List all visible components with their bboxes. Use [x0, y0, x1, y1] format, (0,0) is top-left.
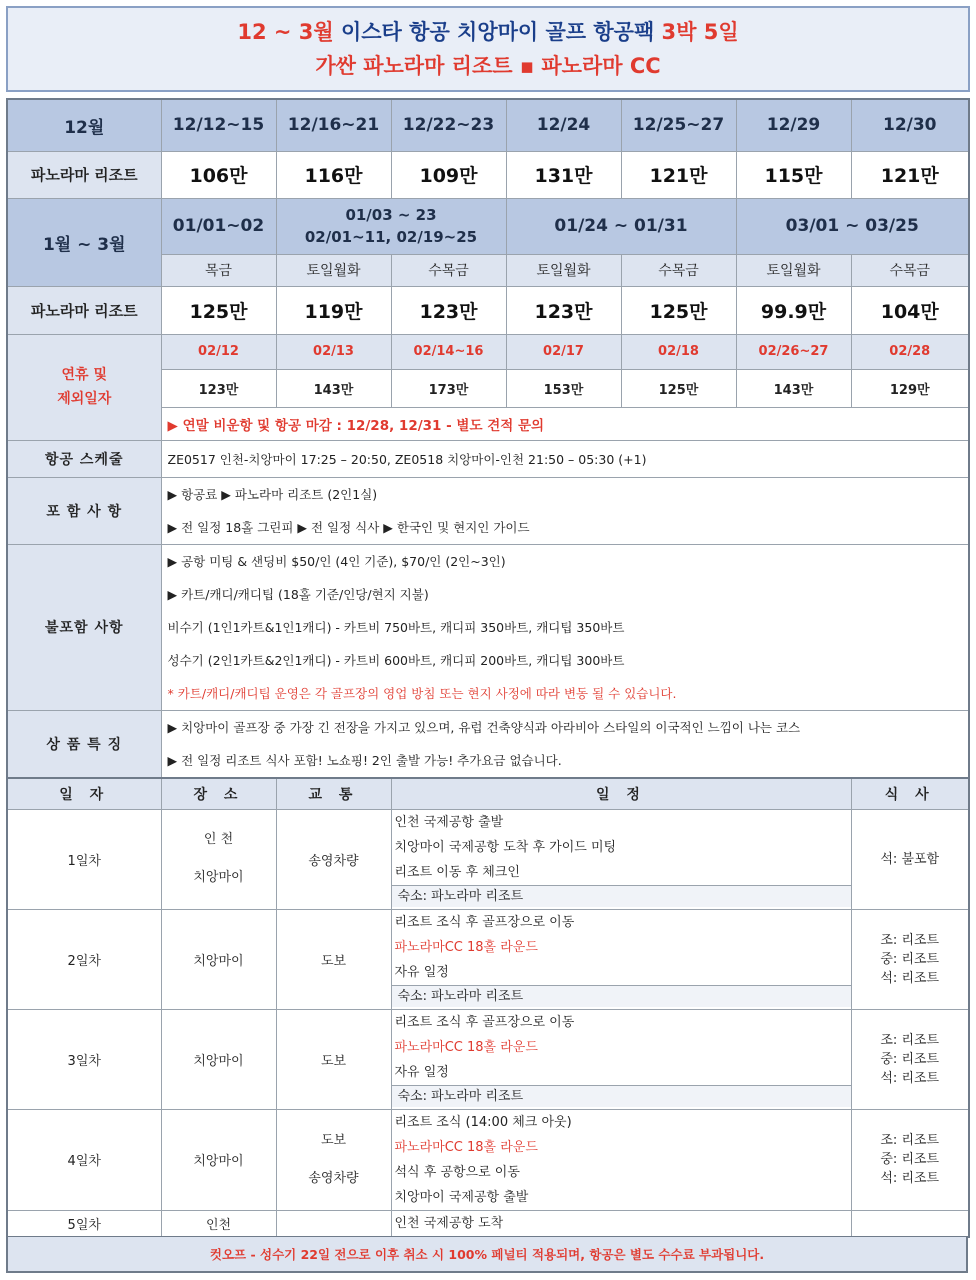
meal-item: 조: 리조트 — [880, 932, 940, 948]
title-duration: 3박 5일 — [661, 20, 739, 44]
meal-item: 중: 리조트 — [880, 1152, 940, 1167]
day-label: 5일차 — [7, 1210, 161, 1237]
meal-cell — [851, 1009, 969, 1109]
included-row — [7, 477, 969, 544]
jan-day: 목금 — [161, 254, 276, 286]
dec-price: 121만 — [851, 151, 969, 198]
title-box — [6, 6, 970, 92]
jan-period-1: 01/01~02 — [161, 198, 276, 254]
dec-date: 12/24 — [506, 99, 621, 151]
jan-day: 수목금 — [391, 254, 506, 286]
jan-row-label: 파노라마 리조트 — [7, 286, 161, 334]
plan-item: 석식 후 공항으로 이동 — [394, 1164, 520, 1180]
title-product-name: 이스타 항공 치앙마이 골프 항공팩 — [333, 20, 662, 44]
excluded-label: 불포함 사항 — [7, 544, 161, 710]
dec-date: 12/22~23 — [391, 99, 506, 151]
transport-cell: 도보 — [276, 1009, 391, 1109]
holiday-price: 123만 — [161, 369, 276, 407]
header-plan: 일 정 — [391, 778, 851, 809]
day-label: 2일차 — [7, 909, 161, 1009]
schedule-day-row — [7, 909, 969, 1009]
plan-item: 인천 국제공항 출발 — [394, 814, 504, 830]
meal-item: 석: 불포함 — [880, 851, 940, 867]
excluded-warning: * 카트/캐디/캐디팁 운영은 각 골프장의 영업 방침 또는 현지 사정에 따라 변동 될 수 있습니다. — [167, 685, 677, 701]
day-label: 4일차 — [7, 1109, 161, 1210]
schedule-day-row — [7, 809, 969, 909]
dec-price: 116만 — [276, 151, 391, 198]
jan-price: 104만 — [851, 286, 969, 334]
jan-price: 125만 — [621, 286, 736, 334]
plan-item-golf: 파노라마CC 18홀 라운드 — [394, 1039, 538, 1055]
plan-item: 치앙마이 국제공항 출발 — [394, 1189, 529, 1205]
excluded-row — [7, 544, 969, 710]
transport-cell — [276, 1210, 391, 1237]
schedule-table — [6, 777, 970, 1238]
jan-month-label: 1월 ~ 3월 — [7, 198, 161, 286]
jan-day: 토일월화 — [506, 254, 621, 286]
included-item: ▶ 항공료 ▶ 파노라마 리조트 (2인1실) — [167, 486, 378, 502]
dec-price: 109만 — [391, 151, 506, 198]
schedule-header-row — [7, 778, 969, 809]
dec-month-label: 12월 — [7, 99, 161, 151]
plan-item-golf: 파노라마CC 18홀 라운드 — [394, 1139, 538, 1155]
holiday-price: 153만 — [506, 369, 621, 407]
jan-period-2-line-1: 01/03 ~ 23 — [345, 206, 437, 224]
transport-item: 도보 — [320, 1132, 347, 1148]
holiday-date: 02/26~27 — [736, 334, 851, 369]
features-row — [7, 710, 969, 778]
transport-cell: 송영차량 — [276, 809, 391, 909]
included-item: ▶ 전 일정 18홀 그린피 ▶ 전 일정 식사 ▶ 한국인 및 현지인 가이드 — [167, 519, 530, 535]
plan-cell — [391, 909, 851, 1009]
holiday-notice: ▶ 연말 비운항 및 항공 마감 : 12/28, 12/31 - 별도 견적 문의 — [161, 407, 969, 440]
meal-cell — [851, 1210, 969, 1237]
excluded-list — [161, 544, 969, 710]
included-label: 포 함 사 항 — [7, 477, 161, 544]
title-line-1 — [237, 15, 738, 49]
holiday-date: 02/13 — [276, 334, 391, 369]
jan-day: 수목금 — [851, 254, 969, 286]
included-list — [161, 477, 969, 544]
plan-item: 리조트 조식 후 골프장으로 이동 — [394, 1014, 575, 1030]
meal-item: 조: 리조트 — [880, 1032, 940, 1048]
jan-day: 수목금 — [621, 254, 736, 286]
holiday-date: 02/28 — [851, 334, 969, 369]
jan-price: 99.9만 — [736, 286, 851, 334]
dec-price: 115만 — [736, 151, 851, 198]
place-name: 치앙마이 — [193, 870, 244, 885]
jan-period-2 — [276, 198, 506, 254]
holiday-price: 143만 — [276, 369, 391, 407]
dec-date: 12/30 — [851, 99, 969, 151]
dec-date: 12/29 — [736, 99, 851, 151]
jan-price-row — [7, 286, 969, 334]
dec-date-row — [7, 99, 969, 151]
plan-item-golf: 파노라마CC 18홀 라운드 — [394, 939, 538, 955]
plan-item: 치앙마이 국제공항 도착 후 가이드 미팅 — [394, 839, 617, 855]
meal-item: 석: 리조트 — [880, 970, 940, 986]
meal-item: 석: 리조트 — [880, 1070, 940, 1086]
excluded-item: 비수기 (1인1카트&1인1캐디) - 카트비 750바트, 캐디피 350바트, 캐디팁 350바트 — [167, 619, 625, 635]
jan-price: 123만 — [506, 286, 621, 334]
features-label: 상 품 특 징 — [7, 710, 161, 778]
place-name: 치앙마이 — [161, 1109, 276, 1210]
transport-cell: 도보 — [276, 909, 391, 1009]
plan-item: 인천 국제공항 도착 — [394, 1215, 504, 1231]
header-place: 장 소 — [161, 778, 276, 809]
meal-item: 중: 리조트 — [880, 951, 940, 967]
accommodation: 숙소: 파노라마 리조트 — [392, 1085, 851, 1107]
day-label: 1일차 — [7, 809, 161, 909]
accommodation: 숙소: 파노라마 리조트 — [392, 985, 851, 1007]
title-line-2 — [315, 49, 660, 83]
plan-cell — [391, 1009, 851, 1109]
cutoff-notice: 컷오프 - 성수기 22일 전으로 이후 취소 시 100% 페널티 적용되며, 항공은 별도 수수료 부과됩니다. — [6, 1237, 968, 1273]
feature-item: ▶ 치앙마이 골프장 중 가장 긴 전장을 가지고 있으며, 유럽 건축양식과 아라비아 스타일의 이국적인 느낌이 나는 코스 — [167, 719, 801, 735]
excluded-item: ▶ 공항 미팅 & 샌딩비 $50/인 (4인 기준), $70/인 (2인~3인) — [167, 553, 506, 569]
holiday-label-line-2: 제외일자 — [57, 391, 112, 407]
dec-date: 12/16~21 — [276, 99, 391, 151]
dec-row-label: 파노라마 리조트 — [7, 151, 161, 198]
flight-schedule: ZE0517 인천-치앙마이 17:25 – 20:50, ZE0518 치앙마이-인천 21:50 – 05:30 (+1) — [161, 440, 969, 477]
place-name: 인 천 — [203, 832, 234, 847]
holiday-date: 02/12 — [161, 334, 276, 369]
meal-item: 조: 리조트 — [880, 1133, 940, 1148]
schedule-day-row — [7, 1210, 969, 1237]
header-day: 일 자 — [7, 778, 161, 809]
holiday-date: 02/18 — [621, 334, 736, 369]
price-table — [6, 98, 970, 779]
plan-item: 리조트 조식 (14:00 체크 아웃) — [394, 1114, 572, 1130]
meal-cell — [851, 809, 969, 909]
excluded-item: 성수기 (2인1카트&2인1캐디) - 카트비 600바트, 캐디피 200바트, 캐디팁 300바트 — [167, 652, 625, 668]
schedule-day-row — [7, 1009, 969, 1109]
holiday-price: 125만 — [621, 369, 736, 407]
place-name: 치앙마이 — [161, 909, 276, 1009]
plan-cell — [391, 1109, 851, 1210]
flight-label: 항공 스케줄 — [7, 440, 161, 477]
day-label: 3일차 — [7, 1009, 161, 1109]
jan-price: 123만 — [391, 286, 506, 334]
schedule-day-row — [7, 1109, 969, 1210]
jan-period-row — [7, 198, 969, 254]
jan-period-3: 01/24 ~ 01/31 — [506, 198, 736, 254]
dec-date: 12/25~27 — [621, 99, 736, 151]
transport-item: 송영차량 — [308, 1170, 359, 1186]
plan-item: 자유 일정 — [394, 964, 449, 980]
features-list — [161, 710, 969, 778]
feature-item: ▶ 전 일정 리조트 식사 포함! 노쇼핑! 2인 출발 가능! 추가요금 없습니다. — [167, 752, 562, 768]
flight-row — [7, 440, 969, 477]
dec-date: 12/12~15 — [161, 99, 276, 151]
plan-cell — [391, 1210, 851, 1237]
header-meal: 식 사 — [851, 778, 969, 809]
meal-cell — [851, 909, 969, 1009]
plan-cell — [391, 809, 851, 909]
transport-cell — [276, 1109, 391, 1210]
plan-item: 리조트 조식 후 골프장으로 이동 — [394, 914, 575, 930]
plan-item: 리조트 이동 후 체크인 — [394, 864, 520, 880]
excluded-item: ▶ 카트/캐디/캐디팁 (18홀 기준/인당/현지 지불) — [167, 586, 429, 602]
accommodation: 숙소: 파노라마 리조트 — [392, 885, 851, 907]
dec-price: 121만 — [621, 151, 736, 198]
plan-item: 자유 일정 — [394, 1064, 449, 1080]
holiday-price: 143만 — [736, 369, 851, 407]
holiday-label-line-1: 연휴 및 — [61, 367, 107, 383]
meal-item: 중: 리조트 — [880, 1051, 940, 1067]
jan-day: 토일월화 — [276, 254, 391, 286]
meal-item: 석: 리조트 — [880, 1171, 940, 1186]
holiday-price: 173만 — [391, 369, 506, 407]
dec-price: 131만 — [506, 151, 621, 198]
place-name: 치앙마이 — [161, 1009, 276, 1109]
meal-cell — [851, 1109, 969, 1210]
jan-period-4: 03/01 ~ 03/25 — [736, 198, 969, 254]
holiday-date: 02/14~16 — [391, 334, 506, 369]
place-cell — [161, 809, 276, 909]
title-resort: 가싼 파노라마 리조트 ▪ 파노라마 CC — [315, 54, 661, 78]
holiday-date-row — [7, 334, 969, 369]
jan-period-2-line-2: 02/01~11, 02/19~25 — [304, 228, 478, 246]
jan-price: 119만 — [276, 286, 391, 334]
dec-price-row — [7, 151, 969, 198]
header-transport: 교 통 — [276, 778, 391, 809]
title-month-range: 12 ~ 3월 — [237, 20, 334, 44]
jan-price: 125만 — [161, 286, 276, 334]
jan-day: 토일월화 — [736, 254, 851, 286]
dec-price: 106만 — [161, 151, 276, 198]
holiday-price: 129만 — [851, 369, 969, 407]
holiday-date: 02/17 — [506, 334, 621, 369]
place-name: 인천 — [161, 1210, 276, 1237]
holiday-label — [7, 334, 161, 440]
